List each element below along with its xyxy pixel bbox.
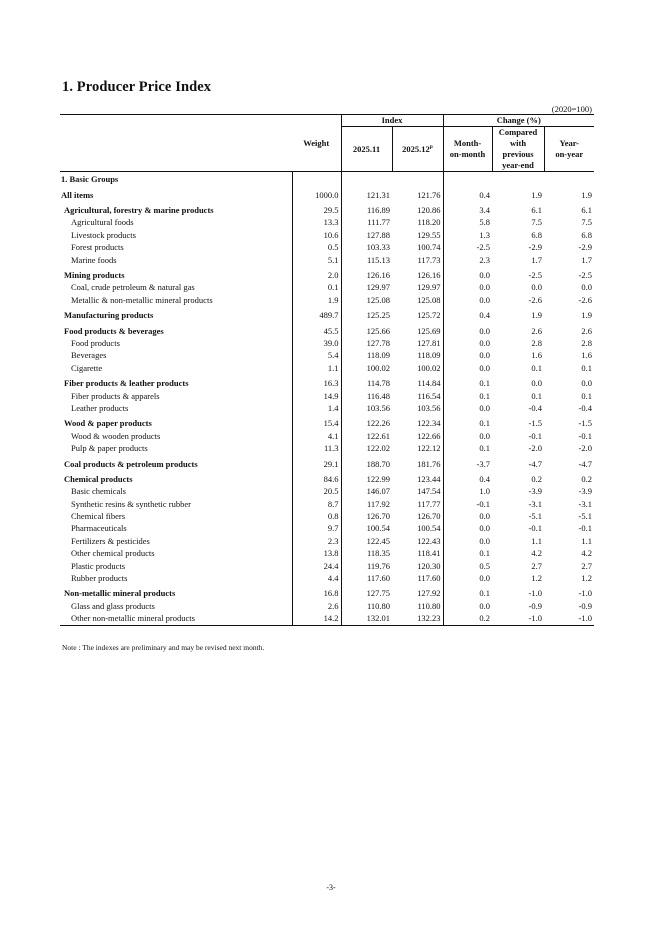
- table-row: [60, 535, 594, 547]
- table-row: [60, 201, 594, 216]
- cell-weight: 13.8: [292, 548, 341, 560]
- cell-dec: 125.72: [417, 310, 441, 321]
- cell-nov: 122.26: [341, 415, 392, 430]
- cell-weight: 39.0: [292, 337, 341, 349]
- table-row: [60, 510, 594, 522]
- cell-yoy: -2.6: [578, 294, 593, 305]
- cell-yoy: 7.5: [581, 217, 593, 228]
- cell-dec: 110.80: [417, 600, 441, 611]
- footnote: Note : The indexes are preliminary and may be revised next month.: [62, 643, 265, 652]
- row-label: Glass and glass products: [71, 600, 155, 611]
- table-row: [60, 294, 594, 306]
- cell-dec: 122.66: [417, 430, 441, 441]
- cell-nov: 118.09: [341, 350, 392, 362]
- row-label: Food products & beverages: [64, 325, 164, 336]
- cell-yoy: -3.9: [578, 486, 593, 497]
- cell-weight: 9.7: [292, 523, 341, 535]
- cell-ytd: -0.1: [528, 523, 543, 534]
- cell-nov: 100.02: [341, 362, 392, 374]
- cell-mom: 0.0: [443, 430, 492, 442]
- cell-mom: 0.1: [443, 548, 492, 560]
- page-title: 1. Producer Price Index: [62, 79, 212, 95]
- section-label: 1. Basic Groups: [61, 173, 119, 184]
- cell-yoy: -1.0: [578, 588, 593, 599]
- cell-yoy: 4.2: [581, 548, 593, 559]
- cell-ytd: 2.8: [531, 337, 543, 348]
- table-row: [60, 486, 594, 498]
- cell-mom: -3.7: [443, 455, 492, 470]
- cell-ytd: -4.7: [528, 458, 543, 469]
- cell-mom: 0.1: [443, 585, 492, 600]
- cell-dec: 120.30: [417, 560, 441, 571]
- row-label: Cigarette: [71, 362, 103, 373]
- cell-mom: 0.0: [443, 402, 492, 414]
- cell-mom: -2.5: [443, 242, 492, 254]
- row-label: Non-metallic mineral products: [64, 588, 176, 599]
- table-body: [60, 186, 594, 625]
- cell-ytd: 0.1: [531, 362, 543, 373]
- cell-ytd: -2.0: [528, 443, 543, 454]
- cell-nov: 116.89: [341, 201, 392, 216]
- cell-nov: 122.02: [341, 442, 392, 454]
- row-label: Wood & paper products: [64, 418, 152, 429]
- cell-yoy: -2.5: [578, 270, 593, 281]
- cell-yoy: 1.9: [581, 189, 593, 200]
- cell-nov: 126.70: [341, 510, 392, 522]
- cell-weight: 84.6: [292, 470, 341, 485]
- table-row: [60, 266, 594, 281]
- cell-dec: 122.34: [417, 418, 441, 429]
- cell-weight: 5.4: [292, 350, 341, 362]
- cell-weight: 24.4: [292, 560, 341, 572]
- cell-nov: 127.75: [341, 585, 392, 600]
- cell-nov: 122.61: [341, 430, 392, 442]
- cell-yoy: -3.1: [578, 498, 593, 509]
- table-row: [60, 585, 594, 600]
- cell-weight: 14.2: [292, 613, 341, 626]
- row-label: Basic chemicals: [71, 486, 126, 497]
- cell-mom: 0.0: [443, 510, 492, 522]
- cell-weight: 0.1: [292, 282, 341, 294]
- row-label: Chemical fibers: [71, 511, 126, 522]
- table-row: [60, 415, 594, 430]
- header-blank-3: [60, 127, 292, 172]
- cell-weight: 489.7: [292, 307, 341, 322]
- cell-ytd: 4.2: [531, 548, 543, 559]
- cell-ytd: -2.9: [528, 242, 543, 253]
- cell-ytd: 0.0: [531, 282, 543, 293]
- cell-dec: 147.54: [417, 486, 441, 497]
- cell-ytd: -2.6: [528, 294, 543, 305]
- row-label: Fertilizers & pesticides: [71, 535, 150, 546]
- cell-nov: 122.45: [341, 535, 392, 547]
- cell-weight: 0.8: [292, 510, 341, 522]
- cell-mom: 0.0: [443, 535, 492, 547]
- cell-ytd: -0.4: [528, 402, 543, 413]
- row-label: Synthetic resins & synthetic rubber: [71, 498, 191, 509]
- cell-ytd: -1.0: [528, 588, 543, 599]
- table-row: [60, 374, 594, 389]
- cell-weight: 10.6: [292, 229, 341, 241]
- cell-mom: 0.0: [443, 322, 492, 337]
- row-label: Forest products: [71, 242, 124, 253]
- cell-nov: 121.31: [341, 186, 392, 201]
- cell-yoy: -2.0: [578, 443, 593, 454]
- cell-dec: 120.86: [417, 205, 441, 216]
- cell-dec: 114.84: [417, 378, 441, 389]
- table-row: [60, 600, 594, 612]
- cell-yoy: 1.2: [581, 573, 593, 584]
- cell-weight: 2.3: [292, 535, 341, 547]
- cell-dec: 116.54: [417, 390, 441, 401]
- table-row: [60, 402, 594, 414]
- cell-mom: 0.0: [443, 350, 492, 362]
- cell-dec: 122.43: [417, 535, 441, 546]
- cell-mom: 0.0: [443, 282, 492, 294]
- row-label: Chemical products: [64, 473, 133, 484]
- header-blank: [60, 115, 292, 127]
- table-row: [60, 390, 594, 402]
- cell-nov: 119.76: [341, 560, 392, 572]
- cell-weight: 11.3: [292, 442, 341, 454]
- cell-ytd: -3.1: [528, 498, 543, 509]
- cell-ytd: 0.0: [531, 378, 543, 389]
- table-row: [60, 362, 594, 374]
- table-row: [60, 455, 594, 470]
- table-row: [60, 186, 594, 201]
- cell-weight: 5.1: [292, 254, 341, 266]
- cell-mom: 0.0: [443, 266, 492, 281]
- cell-nov: 103.33: [341, 242, 392, 254]
- cell-nov: 116.48: [341, 390, 392, 402]
- cell-yoy: 0.0: [581, 378, 593, 389]
- table-row: [60, 613, 594, 626]
- cell-ytd: 6.1: [531, 205, 543, 216]
- cell-mom: 0.0: [443, 523, 492, 535]
- cell-mom: 0.2: [443, 613, 492, 626]
- cell-nov: 125.25: [341, 307, 392, 322]
- cell-yoy: 0.0: [581, 282, 593, 293]
- cell-ytd: -1.5: [528, 418, 543, 429]
- cell-weight: 4.1: [292, 430, 341, 442]
- header-nov: 2025.11: [341, 127, 392, 172]
- cell-nov: 110.80: [341, 600, 392, 612]
- cell-mom: 0.1: [443, 390, 492, 402]
- cell-ytd: 0.1: [531, 390, 543, 401]
- cell-nov: 100.54: [341, 523, 392, 535]
- table-row: [60, 217, 594, 229]
- table-row: [60, 229, 594, 241]
- table-row: [60, 498, 594, 510]
- cell-ytd: -0.9: [528, 600, 543, 611]
- cell-mom: 2.3: [443, 254, 492, 266]
- cell-weight: 29.1: [292, 455, 341, 470]
- cell-dec: 121.76: [417, 189, 441, 200]
- cell-yoy: -0.1: [578, 430, 593, 441]
- cell-ytd: 6.8: [531, 229, 543, 240]
- cell-ytd: 1.2: [531, 573, 543, 584]
- cell-nov: 126.16: [341, 266, 392, 281]
- cell-weight: 1000.0: [292, 186, 341, 201]
- cell-ytd: 1.7: [531, 254, 543, 265]
- cell-dec: 118.20: [417, 217, 441, 228]
- row-label: All items: [61, 189, 94, 200]
- cell-dec: 129.97: [417, 282, 441, 293]
- cell-nov: 125.08: [341, 294, 392, 306]
- cell-ytd: -0.1: [528, 430, 543, 441]
- row-label: Mining products: [64, 270, 125, 281]
- table-row: [60, 548, 594, 560]
- cell-nov: 127.78: [341, 337, 392, 349]
- cell-ytd: 1.1: [531, 535, 543, 546]
- cell-ytd: -2.5: [528, 270, 543, 281]
- row-label: Coal products & petroleum products: [64, 458, 198, 469]
- cell-mom: 1.0: [443, 486, 492, 498]
- cell-mom: -0.1: [443, 498, 492, 510]
- cell-dec: 117.73: [417, 254, 441, 265]
- cell-dec: 117.60: [417, 573, 441, 584]
- header-ytd: Compared with previous year-end: [492, 127, 544, 172]
- cell-mom: 0.0: [443, 337, 492, 349]
- cell-yoy: 6.1: [581, 205, 593, 216]
- header-dec: 2025.12$^p$: [392, 127, 443, 172]
- cell-nov: 146.07: [341, 486, 392, 498]
- unit-label: (2020=100): [551, 104, 592, 114]
- header-change: Change (%): [443, 115, 594, 127]
- cell-mom: 1.3: [443, 229, 492, 241]
- cell-mom: 0.0: [443, 362, 492, 374]
- cell-mom: 5.8: [443, 217, 492, 229]
- row-label: Leather products: [71, 402, 129, 413]
- cell-nov: 117.92: [341, 498, 392, 510]
- row-label: Coal, crude petroleum & natural gas: [71, 282, 195, 293]
- cell-weight: 1.1: [292, 362, 341, 374]
- cell-mom: 0.4: [443, 470, 492, 485]
- cell-nov: 122.99: [341, 470, 392, 485]
- cell-yoy: 1.1: [581, 535, 593, 546]
- row-label: Pharmaceuticals: [71, 523, 127, 534]
- table-row: [60, 242, 594, 254]
- table-row: [60, 307, 594, 322]
- cell-dec: 129.55: [417, 229, 441, 240]
- row-label: Food products: [71, 337, 120, 348]
- cell-dec: 118.41: [417, 548, 441, 559]
- cell-yoy: 6.8: [581, 229, 593, 240]
- cell-yoy: 0.1: [581, 390, 593, 401]
- cell-nov: 129.97: [341, 282, 392, 294]
- cell-mom: 0.4: [443, 186, 492, 201]
- cell-nov: 103.56: [341, 402, 392, 414]
- cell-dec: 126.70: [417, 511, 441, 522]
- table-row: [60, 572, 594, 584]
- cell-weight: 16.8: [292, 585, 341, 600]
- table-row: [60, 254, 594, 266]
- cell-nov: 125.66: [341, 322, 392, 337]
- cell-weight: 1.4: [292, 402, 341, 414]
- cell-mom: 0.5: [443, 560, 492, 572]
- cell-dec: 103.56: [417, 402, 441, 413]
- cell-mom: 0.0: [443, 294, 492, 306]
- cell-dec: 126.16: [417, 270, 441, 281]
- row-label: Other non-metallic mineral products: [60, 613, 292, 626]
- cell-weight: 0.5: [292, 242, 341, 254]
- cell-yoy: -5.1: [578, 511, 593, 522]
- cell-weight: 20.5: [292, 486, 341, 498]
- cell-dec: 127.92: [417, 588, 441, 599]
- cell-yoy: -4.7: [578, 458, 593, 469]
- cell-yoy: -1.0: [544, 613, 594, 626]
- cell-yoy: -2.9: [578, 242, 593, 253]
- cell-weight: 45.5: [292, 322, 341, 337]
- cell-yoy: -0.4: [578, 402, 593, 413]
- cell-mom: 0.0: [443, 572, 492, 584]
- cell-ytd: -5.1: [528, 511, 543, 522]
- cell-weight: 15.4: [292, 415, 341, 430]
- cell-yoy: 0.1: [581, 362, 593, 373]
- cell-nov: 132.01: [341, 613, 392, 626]
- cell-nov: 111.77: [341, 217, 392, 229]
- row-label: Wood & wooden products: [71, 430, 161, 441]
- cell-yoy: -1.5: [578, 418, 593, 429]
- row-label: Plastic products: [71, 560, 126, 571]
- cell-weight: 13.3: [292, 217, 341, 229]
- row-label: Other chemical products: [71, 548, 155, 559]
- cell-dec: 122.12: [417, 443, 441, 454]
- cell-weight: 2.6: [292, 600, 341, 612]
- cell-yoy: 2.6: [581, 325, 593, 336]
- table-row: [60, 442, 594, 454]
- cell-dec: 127.81: [417, 337, 441, 348]
- row-label: Marine foods: [71, 254, 117, 265]
- table-row: [60, 470, 594, 485]
- cell-dec: 117.77: [417, 498, 441, 509]
- cell-mom: 0.1: [443, 442, 492, 454]
- cell-dec: 100.02: [417, 362, 441, 373]
- cell-nov: 118.35: [341, 548, 392, 560]
- cell-yoy: 2.8: [581, 337, 593, 348]
- cell-weight: 1.9: [292, 294, 341, 306]
- cell-ytd: 1.9: [531, 310, 543, 321]
- cell-weight: 8.7: [292, 498, 341, 510]
- cell-dec: 118.09: [417, 350, 441, 361]
- table-row: [60, 523, 594, 535]
- cell-weight: 14.9: [292, 390, 341, 402]
- cell-weight: 29.5: [292, 201, 341, 216]
- cell-nov: 117.60: [341, 572, 392, 584]
- cell-ytd: 1.6: [531, 350, 543, 361]
- cell-ytd: -3.9: [528, 486, 543, 497]
- cell-ytd: 2.6: [531, 325, 543, 336]
- ppi-table: [60, 114, 594, 626]
- row-label: Pulp & paper products: [71, 443, 148, 454]
- row-label: Beverages: [71, 350, 107, 361]
- cell-weight: 4.4: [292, 572, 341, 584]
- cell-weight: 2.0: [292, 266, 341, 281]
- row-label: Livestock products: [71, 229, 136, 240]
- cell-dec: 125.08: [417, 294, 441, 305]
- cell-yoy: -0.1: [578, 523, 593, 534]
- cell-yoy: 2.7: [581, 560, 593, 571]
- row-label: Fiber products & apparels: [71, 390, 160, 401]
- table-row: [60, 337, 594, 349]
- row-label: Fiber products & leather products: [64, 378, 189, 389]
- row-label: Metallic & non-metallic mineral products: [71, 294, 213, 305]
- cell-mom: 0.4: [443, 307, 492, 322]
- cell-yoy: 1.6: [581, 350, 593, 361]
- page-number: -3-: [326, 883, 336, 892]
- table-row: [60, 430, 594, 442]
- cell-ytd: 7.5: [531, 217, 543, 228]
- cell-mom: 0.0: [443, 600, 492, 612]
- cell-ytd: 1.9: [531, 189, 543, 200]
- table-row: [60, 282, 594, 294]
- table-row: [60, 322, 594, 337]
- cell-dec: 125.69: [417, 325, 441, 336]
- table-row: [60, 560, 594, 572]
- header-yoy: Year- on-year: [544, 127, 594, 172]
- row-label: Manufacturing products: [64, 310, 154, 321]
- row-label: Agricultural foods: [71, 217, 134, 228]
- cell-yoy: -0.9: [578, 600, 593, 611]
- cell-mom: 0.1: [443, 374, 492, 389]
- cell-nov: 188.70: [341, 455, 392, 470]
- cell-nov: 115.13: [341, 254, 392, 266]
- header-weight: Weight: [292, 115, 341, 172]
- cell-yoy: 1.9: [581, 310, 593, 321]
- header-index: Index: [341, 115, 443, 127]
- cell-mom: 3.4: [443, 201, 492, 216]
- cell-ytd: 0.2: [531, 473, 543, 484]
- cell-mom: 0.1: [443, 415, 492, 430]
- cell-nov: 114.78: [341, 374, 392, 389]
- cell-dec: 100.54: [417, 523, 441, 534]
- row-label: Agricultural, forestry & marine products: [64, 205, 214, 216]
- header-mom: Month- on-month: [443, 127, 492, 172]
- cell-nov: 127.88: [341, 229, 392, 241]
- cell-dec: 100.74: [417, 242, 441, 253]
- cell-ytd: -1.0: [492, 613, 544, 626]
- cell-weight: 16.3: [292, 374, 341, 389]
- cell-dec: 123.44: [417, 473, 441, 484]
- cell-yoy: 0.2: [581, 473, 593, 484]
- cell-ytd: 2.7: [531, 560, 543, 571]
- table-row: [60, 350, 594, 362]
- cell-dec: 132.23: [392, 613, 443, 626]
- cell-dec: 181.76: [417, 458, 441, 469]
- cell-yoy: 1.7: [581, 254, 593, 265]
- row-label: Rubber products: [71, 573, 128, 584]
